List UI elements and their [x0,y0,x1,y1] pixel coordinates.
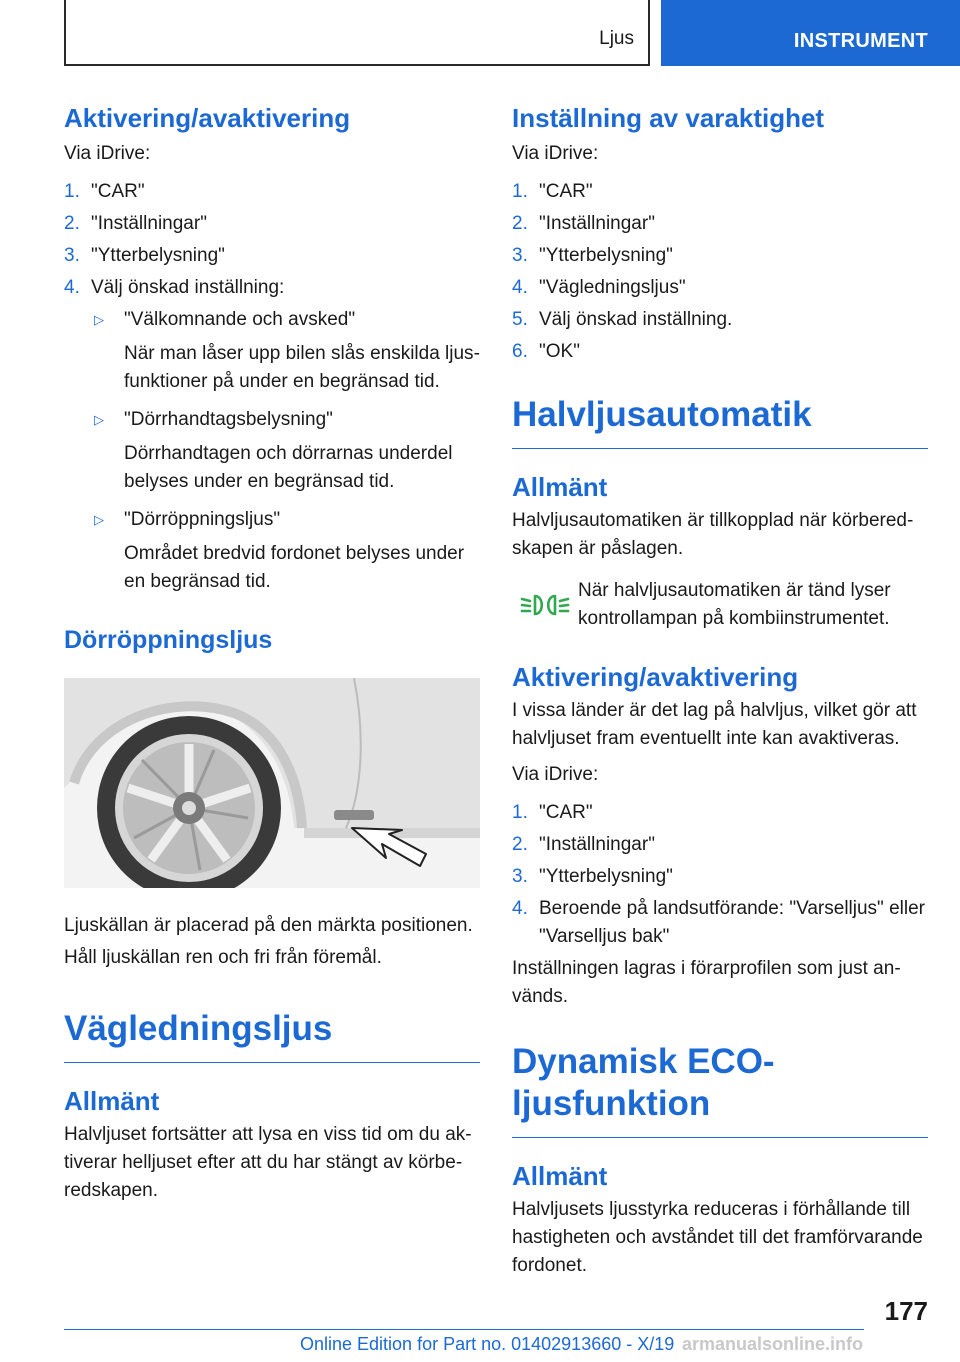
watermark-text: armanualsonline.info [682,1334,864,1354]
list-item: 4. Beroende på landsutförande: "Varselljus" eller "Varselljus bak" [512,898,925,947]
door-light-heading: Dörröppningsljus [64,626,273,654]
duration-steps [512,178,928,366]
right-column [512,100,928,1280]
eco-light-title: Dynamisk ECO-ljusfunktion [512,1041,928,1138]
door-light-position-text: Ljuskällan är placerad på den märkta positionen. [64,915,473,936]
duration-heading: Inställning av varaktighet [512,103,825,133]
guide-light-title: Vägledningsljus [64,1008,480,1063]
edition-text: Online Edition for Part no. 01402913660 - X/19 [300,1334,675,1354]
left-column [64,100,480,1205]
door-light-care-text: Håll ljuskällan ren och fri från föremål. [64,947,382,968]
via-idrive-text: Via iDrive: [512,143,599,164]
header-section-tab [64,0,650,66]
list-item: 5. Välj önskad inställning. [512,309,733,330]
triangle-right-icon: ▷ [94,512,104,527]
auto-low-beam-text: Halvljusautomatiken är tillkopplad när körberedskapen är påslagen. [512,510,914,559]
profile-saved-text: Inställningen lagras i förarprofilen som just används. [512,958,901,1007]
auto-activation-text: I vissa länder är det lag på halvljus, vilket gör att halvljuset fram eventuellt inte kan avaktiveras. [512,700,917,749]
list-item: 3. "Ytterbelysning" [512,866,673,887]
auto-low-beam-general-heading: Allmänt [512,472,608,502]
via-idrive-text: Via iDrive: [64,143,151,164]
auto-activation-steps [512,799,928,951]
auto-low-beam-indicator-icon [512,577,578,633]
list-item [94,306,480,396]
page-number: 177 [884,1296,928,1326]
activation-heading: Aktivering/avaktivering [64,103,351,133]
list-item [94,406,480,496]
list-item: 3. "Ytterbelysning" [512,245,673,266]
list-item: 6. "OK" [512,341,580,362]
footer-divider [64,1329,864,1330]
list-item: 2. "Inställningar" [512,834,655,855]
guide-light-text: Halvljuset fortsätter att lysa en viss tid om du aktiverar helljuset efter att du har stängt av körberedskapen. [64,1124,472,1201]
list-item: 2. "Inställningar" [64,213,207,234]
list-item: 1. "CAR" [512,802,593,823]
option-title: "Dörrhandtagsbelysning" [124,409,333,430]
header-chapter-tab [661,0,960,66]
door-light-illustration [64,678,480,888]
list-item: 1. "CAR" [512,181,593,202]
eco-light-text: Halvljusets ljusstyrka reduceras i förhållande till hastigheten och avståndet till det framförvarande fordonet. [512,1199,923,1276]
header-section-label: Ljus [599,28,634,49]
list-item: 3. "Ytterbelysning" [64,245,225,266]
indicator-text: När halvljusautomatiken är tänd lyser kontrollampan på kombiinstrumentet. [578,580,891,629]
option-description: När man låser upp bilen slås enskilda ljusfunktioner på under en begränsad tid. [124,343,480,392]
option-description: Området bredvid fordonet belyses under en begränsad tid. [124,543,465,592]
via-idrive-text: Via iDrive: [512,764,599,785]
setting-options [94,306,480,596]
list-item [94,506,480,596]
list-item: 1. "CAR" [64,181,145,202]
header-chapter-label: INSTRUMENT [793,30,928,52]
option-title: "Välkomnande och avsked" [124,309,356,330]
guide-light-general-heading: Allmänt [64,1086,160,1116]
eco-light-general-heading: Allmänt [512,1161,608,1191]
list-item: 2. "Inställningar" [512,213,655,234]
triangle-right-icon: ▷ [94,412,104,427]
auto-low-beam-title: Halvljusautomatik [512,394,928,449]
activation-steps [64,178,480,302]
option-description: Dörrhandtagen och dörrarnas underdel belyses under en begränsad tid. [124,443,453,492]
indicator-note [512,577,928,633]
option-title: "Dörröppningsljus" [124,509,281,530]
list-item: 4. Välj önskad inställning: [64,277,285,298]
auto-activation-heading: Aktivering/avaktivering [512,662,799,692]
list-item: 4. "Vägledningsljus" [512,277,686,298]
triangle-right-icon: ▷ [94,312,104,327]
